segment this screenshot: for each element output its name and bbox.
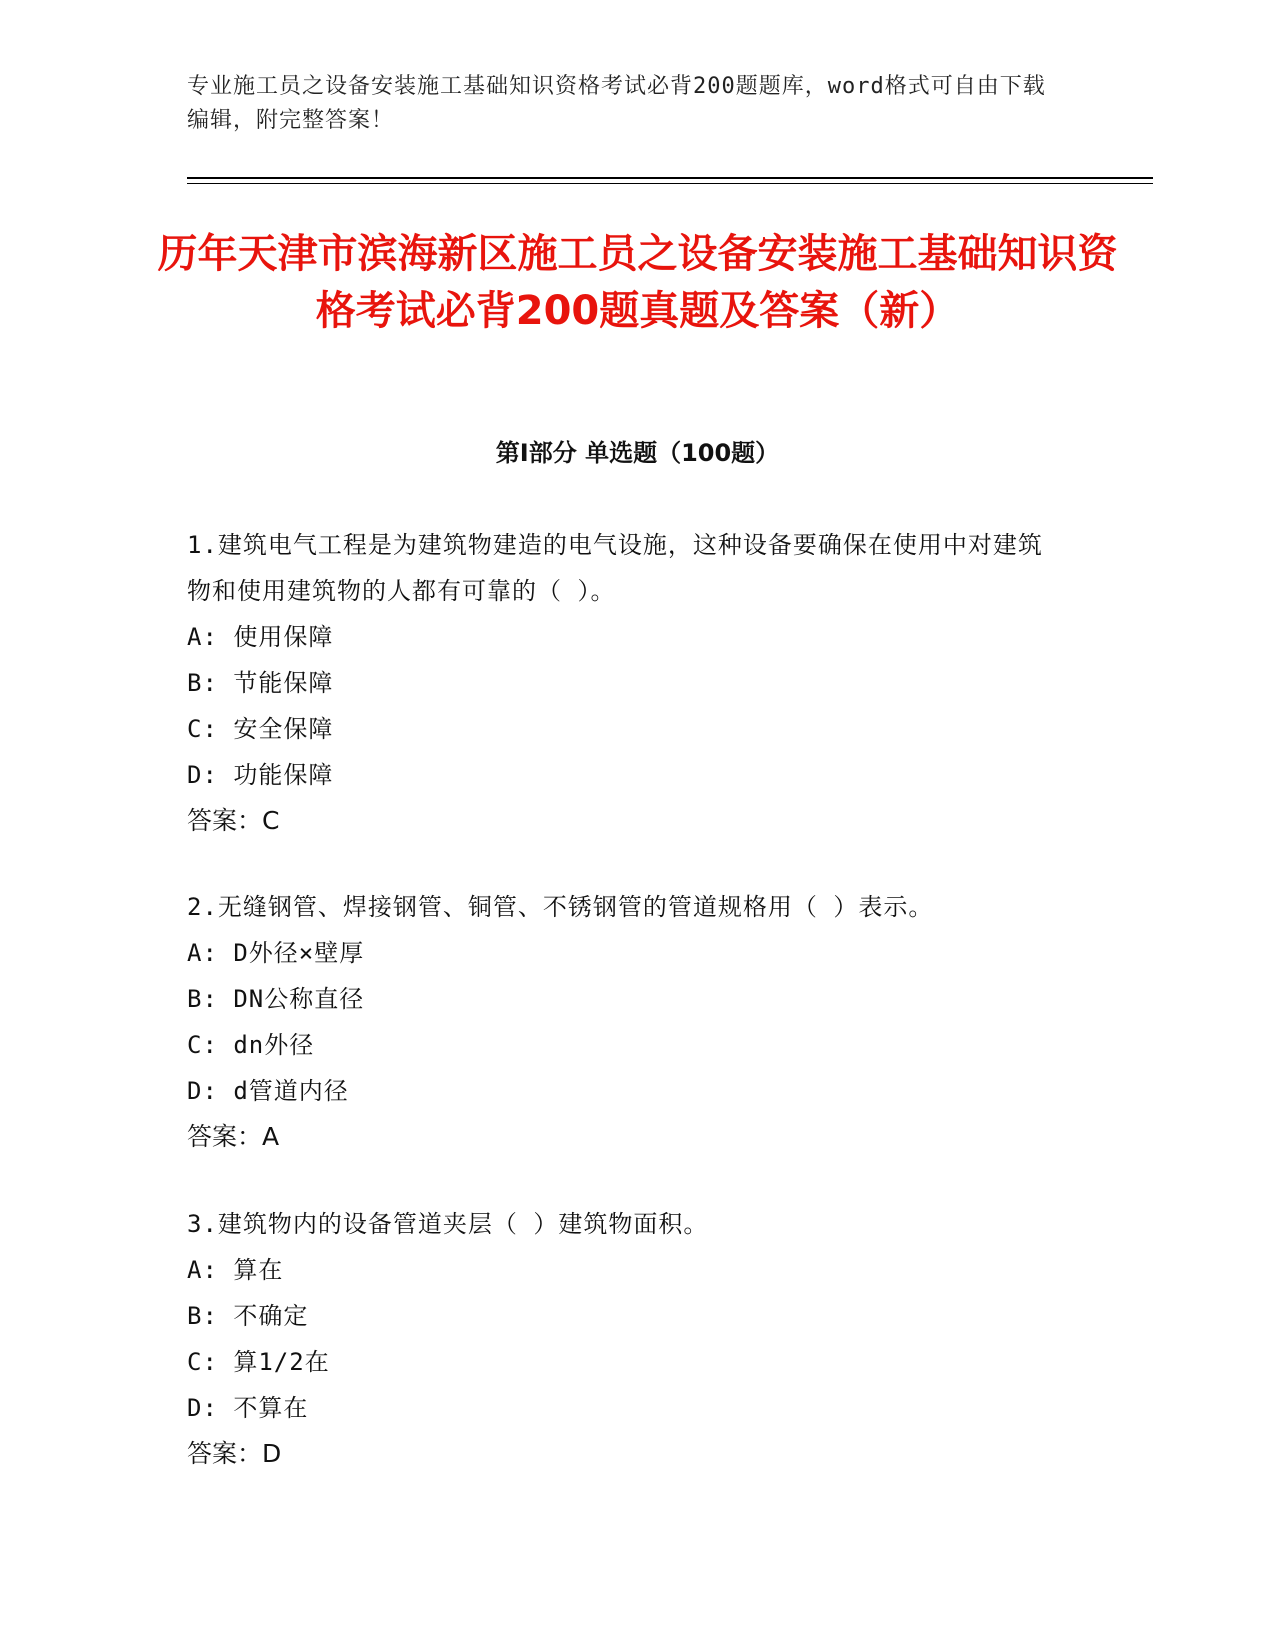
option-d: D: d管道内径: [187, 1077, 349, 1105]
answer-line: 答案：D: [187, 1439, 282, 1468]
header-divider-thick: [187, 177, 1153, 179]
header-note: 专业施工员之设备安装施工基础知识资格考试必背200题题库，word格式可自由下载编辑，附完整答案！: [187, 74, 1046, 133]
answer-line: 答案：A: [187, 1122, 280, 1151]
question-block: [187, 884, 1067, 1160]
option-c: C: dn外径: [187, 1031, 315, 1059]
option-d: D: 不算在: [187, 1394, 309, 1422]
question-block: [187, 522, 1067, 844]
question-stem: 2.无缝钢管、焊接钢管、铜管、不锈钢管的管道规格用（ ）表示。: [187, 893, 934, 921]
option-b: B: DN公称直径: [187, 985, 365, 1013]
option-c: C: 安全保障: [187, 715, 334, 743]
question-stem: 3.建筑物内的设备管道夹层（ ）建筑物面积。: [187, 1210, 709, 1238]
option-d: D: 功能保障: [187, 761, 334, 789]
section-heading: 第I部分 单选题（100题）: [495, 439, 780, 467]
header-divider-thin: [187, 183, 1153, 184]
option-a: A: 使用保障: [187, 623, 334, 651]
option-a: A: D外径×壁厚: [187, 939, 365, 967]
option-a: A: 算在: [187, 1256, 284, 1284]
question-block: [187, 1201, 1067, 1477]
option-b: B: 不确定: [187, 1302, 309, 1330]
option-b: B: 节能保障: [187, 669, 334, 697]
option-c: C: 算1/2在: [187, 1348, 330, 1376]
question-stem: 1.建筑电气工程是为建筑物建造的电气设施，这种设备要确保在使用中对建筑物和使用建筑物的人都有可靠的（ ）。: [187, 531, 1043, 605]
document-title: 历年天津市滨海新区施工员之设备安装施工基础知识资格考试必背200题真题及答案（新）: [157, 231, 1118, 334]
answer-line: 答案：C: [187, 806, 280, 835]
